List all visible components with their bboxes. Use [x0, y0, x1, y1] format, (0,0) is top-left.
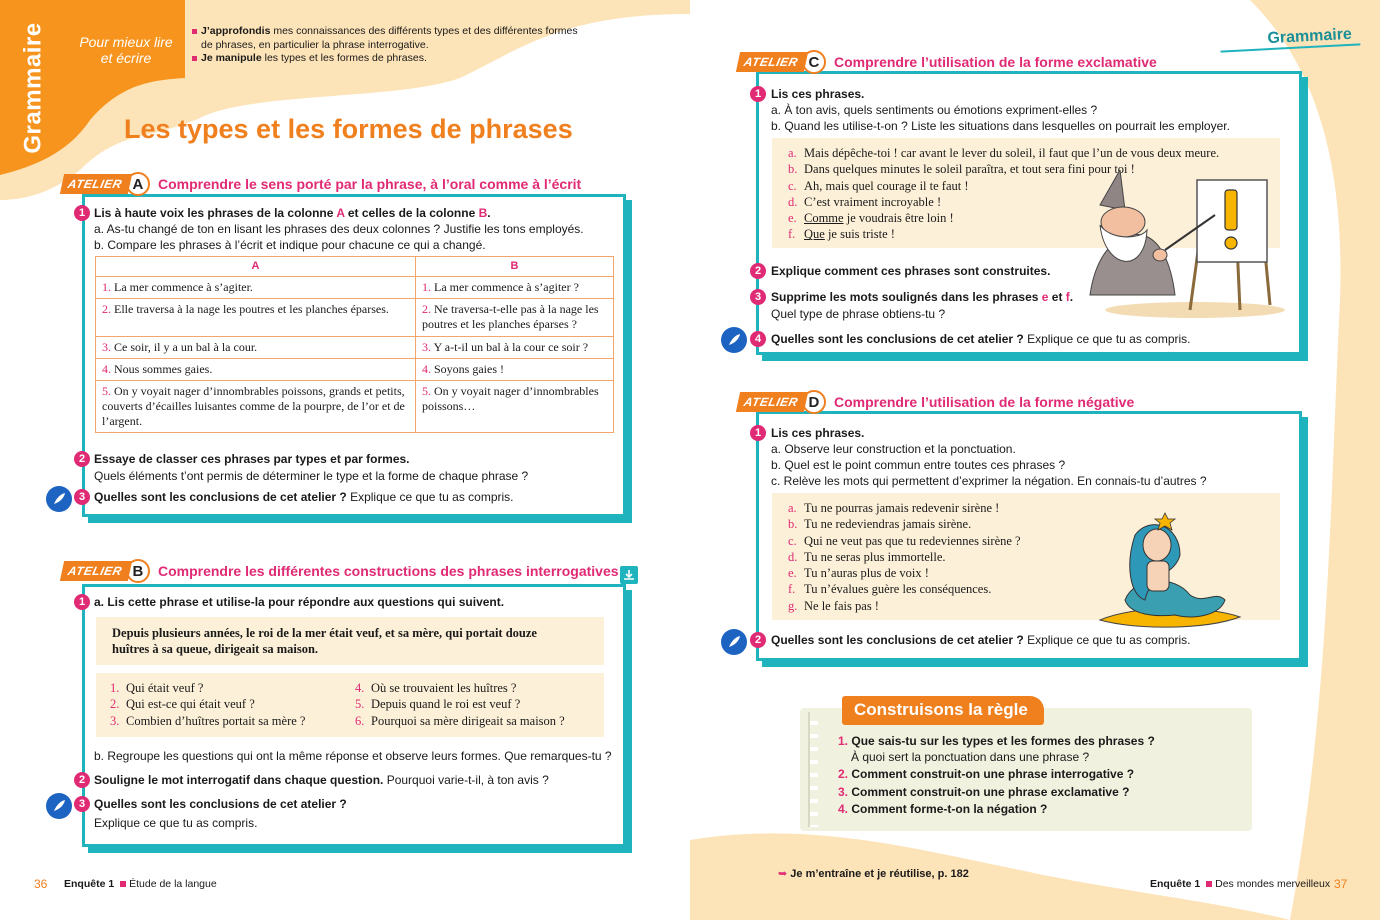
list-item: d. Tu ne seras plus immortelle. [788, 549, 946, 564]
practice-link[interactable]: ➥ Je m’entraîne et je réutilise, p. 182 [778, 868, 969, 880]
list-item: 3. Combien d’huîtres portait sa mère ? [110, 713, 306, 728]
objective-2-text: les types et les formes de phrases. [261, 52, 427, 64]
list-item: c. Qui ne veut pas que tu redeviennes sirène ? [788, 533, 1021, 548]
table-row: 3. Ce soir, il y a un bal à la cour. 3. Y a-t-il un bal à la cour ce soir ? [96, 337, 614, 359]
side-tab-label: Grammaire [20, 22, 47, 154]
atelier-a-q2-text: Quels éléments t’ont permis de déterminer le type et la forme de chaque phrase ? [94, 469, 529, 483]
atelier-c-q3: Supprime les mots soulignés dans les phrases e et f. [771, 290, 1074, 304]
atelier-a-q3: Quelles sont les conclusions de cet atelier ? Explique ce que tu as compris. [94, 490, 514, 504]
list-item: 1. Qui était veuf ? [110, 681, 204, 695]
wizard-illustration [1085, 170, 1295, 320]
feather-icon [721, 629, 747, 655]
banner-title: Pour mieux lire et écrire [79, 34, 173, 66]
atelier-a-tag: ATELIER [60, 174, 132, 194]
rule-item-1-sub: À quoi sert la ponctuation dans une phrase ? [851, 749, 1090, 764]
atelier-d-q1a: a. Observe leur construction et la ponctuation. [771, 442, 1016, 456]
feather-icon [721, 327, 747, 353]
list-item: e. Comme je voudrais être loin ! [788, 211, 954, 226]
objective-1-text: mes connaissances des différents types et des différentes formes [270, 25, 578, 37]
q-number-2: 2 [74, 451, 90, 467]
questions-col-1 [110, 680, 305, 729]
atelier-b-q1b: b. Regroupe les questions qui ont la même réponse et observe leurs formes. Que remarques-tu ? [94, 749, 612, 763]
list-item: 1. Que sais-tu sur les types et les formes des phrases ? [838, 734, 1155, 748]
download-icon[interactable] [620, 566, 638, 584]
atelier-c-q1b: b. Quand les utilise-t-on ? Liste les situations dans lesquelles on pourrait les employer. [771, 119, 1230, 133]
q-number-4: 4 [750, 331, 766, 347]
atelier-d-q1: Lis ces phrases. [771, 426, 865, 440]
atelier-d-letter: D [802, 390, 826, 414]
atelier-b-q2: Souligne le mot interrogatif dans chaque question. Pourquoi varie-t-il, à ton avis ? [94, 773, 549, 787]
atelier-b-q3: Quelles sont les conclusions de cet atelier ? [94, 797, 347, 811]
rule-title: Construisons la règle [842, 696, 1044, 725]
q-number-3: 3 [750, 289, 766, 305]
list-item: 6. Pourquoi sa mère dirigeait sa maison ? [355, 713, 565, 728]
list-item: 4. Comment forme-t-on la négation ? [838, 802, 1048, 816]
table-head-a: A [96, 257, 416, 277]
q-number-1: 1 [750, 86, 766, 102]
atelier-c-q3-text: Quel type de phrase obtiens-tu ? [771, 307, 946, 321]
page-number-right: 37 [1334, 877, 1348, 891]
list-item: 3. Comment construit-on une phrase exclamative ? [838, 784, 1130, 799]
atelier-a-q2: Essaye de classer ces phrases par types et par formes. [94, 452, 410, 466]
feather-icon [46, 793, 72, 819]
footer-right: Enquête 1 Des mondes merveilleux [1150, 878, 1331, 890]
q-number-2: 2 [74, 772, 90, 788]
table-row: 4. Nous sommes gaies. 4. Soyons gaies ! [96, 359, 614, 381]
q-number-1: 1 [750, 425, 766, 441]
objective-2-strong: Je manipule [201, 52, 262, 64]
list-item: d. C’est vraiment incroyable ! [788, 194, 942, 209]
q-number-1: 1 [74, 205, 90, 221]
quote-text: Depuis plusieurs années, le roi de la mer était veuf, et sa mère, qui portait douze huîtres à sa queue, dirigeait sa maison. [112, 626, 537, 656]
atelier-d-title: Comprendre l’utilisation de la forme négative [833, 394, 1135, 410]
list-item: a. Tu ne pourras jamais redevenir sirène ! [788, 501, 1000, 515]
list-item: f. Tu n’évalues guère les conséquences. [788, 582, 992, 597]
side-tab [14, 18, 54, 158]
atelier-d-tag: ATELIER [736, 392, 808, 412]
page-title: Les types et les formes de phrases [124, 114, 573, 144]
page-number-left: 36 [34, 877, 48, 891]
atelier-c-letter: C [802, 50, 826, 74]
atelier-c-q1a: a. À ton avis, quels sentiments ou émotions expriment-elles ? [771, 103, 1098, 117]
rule-items [838, 733, 1155, 819]
atelier-d-q1b: b. Quel est le point commun entre toutes ces phrases ? [771, 458, 1066, 472]
q-number-1: 1 [74, 594, 90, 610]
atelier-c-q1: Lis ces phrases. [771, 87, 865, 101]
atelier-b-q1: a. Lis cette phrase et utilise-la pour répondre aux questions qui suivent. [94, 595, 505, 609]
q-number-3: 3 [74, 796, 90, 812]
objective-1-cont: de phrases, en particulier la phrase interrogative. [201, 38, 429, 51]
q-number-2: 2 [750, 632, 766, 648]
list-item: 2. Comment construit-on une phrase interrogative ? [838, 767, 1135, 781]
atelier-b-letter: B [126, 559, 150, 583]
atelier-c-title: Comprendre l’utilisation de la forme exclamative [833, 54, 1157, 70]
atelier-b-title: Comprendre les différentes constructions des phrases interrogatives [157, 563, 619, 579]
q-number-3: 3 [74, 489, 90, 505]
mermaid-illustration [1095, 505, 1245, 630]
atelier-c-q4: Quelles sont les conclusions de cet atelier ? Explique ce que tu as compris. [771, 332, 1191, 346]
atelier-d-header [738, 390, 1134, 414]
right-page [690, 0, 1380, 920]
atelier-a-header [62, 172, 581, 196]
atelier-b-q3-text: Explique ce que tu as compris. [94, 816, 258, 830]
table-row: 1. La mer commence à s’agiter. 1. La mer commence à s’agiter ? [96, 277, 614, 299]
table-head-b: B [416, 257, 614, 277]
atelier-d-sentences [788, 500, 1021, 614]
list-item: 4. Où se trouvaient les huîtres ? [355, 681, 517, 695]
questions-col-2 [355, 680, 565, 729]
atelier-d-q1c: c. Relève les mots qui permettent d’exprimer la négation. En connais-tu d’autres ? [771, 474, 1207, 488]
list-item: c. Ah, mais quel courage il te faut ! [788, 178, 969, 193]
footer-left: Enquête 1 Étude de la langue [64, 878, 217, 890]
feather-icon [46, 486, 72, 512]
list-item: 2. Qui est-ce qui était veuf ? [110, 697, 255, 712]
table-row: 2. Elle traversa à la nage les poutres et les planches éparses. 2. Ne traversa-t-elle pas à la nage les poutres et les planches éparses ? [96, 299, 614, 337]
list-item: e. Tu n’auras plus de voix ! [788, 566, 929, 581]
atelier-a-letter: A [126, 172, 150, 196]
atelier-a-title: Comprendre le sens porté par la phrase, à l’oral comme à l’écrit [157, 176, 582, 192]
atelier-a-q1: Lis à haute voix les phrases de la colonne A et celles de la colonne B. [94, 206, 491, 220]
objectives [192, 25, 578, 66]
objective-1-strong: J’approfondis [201, 25, 271, 37]
spiral-binding [808, 712, 818, 827]
list-item: f. Que je suis triste ! [788, 227, 895, 242]
list-item: b. Dans quelques minutes le soleil paraîtra, et tout sera fini pour toi ! [788, 162, 1135, 177]
right-tab: Grammaire [1220, 25, 1361, 52]
atelier-c-q2: Explique comment ces phrases sont construites. [771, 264, 1051, 278]
atelier-d-q2: Quelles sont les conclusions de cet atelier ? Explique ce que tu as compris. [771, 633, 1191, 647]
list-item: b. Tu ne redeviendras jamais sirène. [788, 517, 972, 532]
atelier-c-header [738, 50, 1157, 74]
q-number-2: 2 [750, 263, 766, 279]
table-row: 5. On y voyait nager d’innombrables poissons, grands et petits, couverts d’écailles luisantes comme de la pourpre, de l’or et de l’argent. 5. On y voyait nager d’innombrables poissons… [96, 381, 614, 433]
atelier-b-tag: ATELIER [60, 561, 132, 581]
atelier-c-tag: ATELIER [736, 52, 808, 72]
list-item: 5. Depuis quand le roi est veuf ? [355, 697, 521, 712]
arrow-icon: ➥ [778, 868, 788, 880]
atelier-a-q1b: b. Compare les phrases à l’écrit et indique pour chacune ce qui a changé. [94, 238, 486, 252]
comparison-table [95, 256, 614, 433]
atelier-a-q1a: a. As-tu changé de ton en lisant les phrases des deux colonnes ? Justifie les tons employés. [94, 222, 584, 236]
list-item: a. Mais dépêche-toi ! car avant le lever du soleil, il faut que l’un de vous deux meure. [788, 146, 1220, 160]
list-item: g. Ne le fais pas ! [788, 598, 879, 613]
atelier-b-header [62, 559, 619, 583]
